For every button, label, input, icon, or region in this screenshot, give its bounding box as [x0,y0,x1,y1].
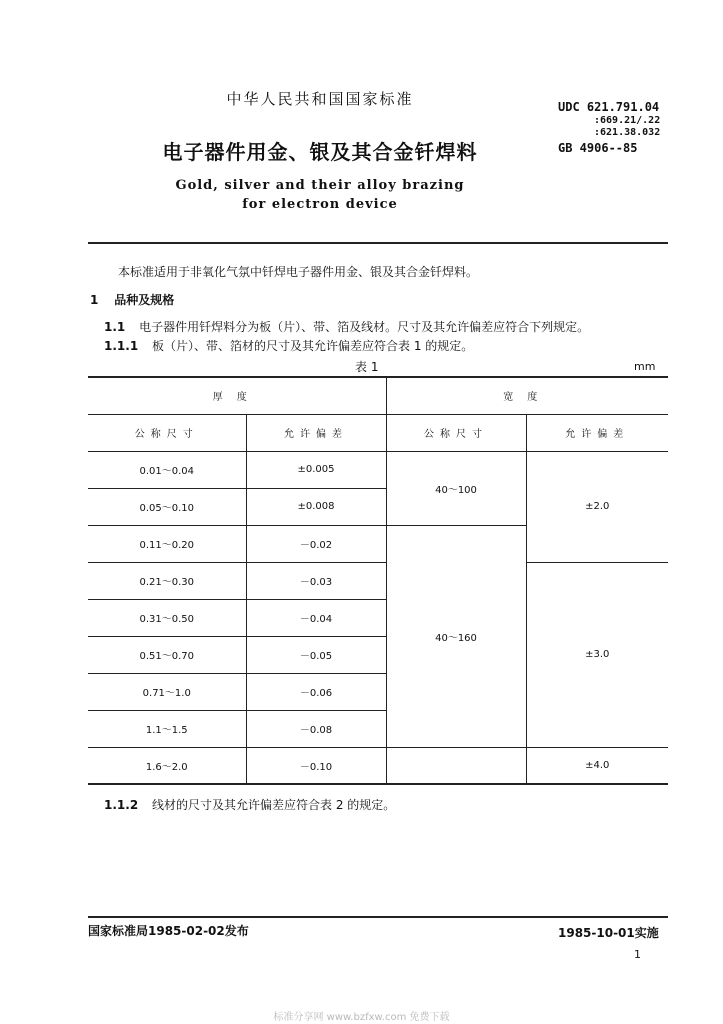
clause-1-1-1 [104,337,473,354]
gb-standard-code: GB 4906--85 [558,141,638,155]
clause-1-1-2 [104,796,395,813]
width-cell: 40～100 [386,451,526,525]
scope-paragraph: 本标准适用于非氧化气氛中钎焊电子器件用金、银及其合金钎焊料。 [118,265,479,279]
section-1-number: 1 [90,293,99,307]
thickness-tolerance-cell: －0.06 [246,673,386,710]
english-title-line1: Gold, silver and their alloy brazing [175,178,465,193]
subheader-width-tolerance: 允许偏差 [526,414,668,451]
thickness-tolerance-cell: ±0.008 [246,488,386,525]
clause-1-1-text: 电子器件用钎焊料分为板（片）、带、箔及线材。尺寸及其允许偏差应符合下列规定。 [139,320,590,334]
header-width: 宽度 [386,377,668,414]
thickness-cell: 0.11～0.20 [88,525,246,562]
thickness-cell: 1.6～2.0 [88,747,246,784]
table-row [88,747,668,784]
footer-divider [88,916,668,918]
width-cell: 40～160 [386,525,526,747]
issue-date: 国家标准局1985-02-02发布 [88,924,249,938]
header-thickness: 厚度 [88,377,386,414]
thickness-cell: 1.1～1.5 [88,710,246,747]
udc-code-line2: :669.21/.22 [594,115,661,126]
thickness-cell: 0.51～0.70 [88,636,246,673]
thickness-tolerance-cell: －0.10 [246,747,386,784]
width-tolerance-cell: ±3.0 [526,562,668,747]
english-title-line2: for electron device [242,197,398,212]
page-number: 1 [634,948,641,961]
thickness-tolerance-cell: －0.04 [246,599,386,636]
clause-1-1-number: 1.1 [104,320,126,334]
table-row [88,562,668,599]
subheader-width-nominal: 公称尺寸 [386,414,526,451]
thickness-tolerance-cell: －0.03 [246,562,386,599]
standard-category-title: 中华人民共和国国家标准 [226,90,414,108]
english-title [0,176,640,214]
header-divider [88,242,668,244]
clause-1-1-2-number: 1.1.2 [104,798,139,812]
section-1-heading [90,291,174,308]
clause-1-1-2-text: 线材的尺寸及其允许偏差应符合表 2 的规定。 [152,798,396,812]
thickness-cell: 0.31～0.50 [88,599,246,636]
thickness-tolerance-cell: －0.05 [246,636,386,673]
dimension-tolerance-table [88,376,668,785]
clause-1-1-1-number: 1.1.1 [104,339,139,353]
watermark-text: 标准分享网 www.bzfxw.com 免费下载 [273,1012,450,1023]
thickness-cell: 0.21～0.30 [88,562,246,599]
width-cell [386,747,526,784]
udc-code-line3: :621.38.032 [594,127,661,138]
thickness-tolerance-cell: ±0.005 [246,451,386,488]
width-tolerance-cell: ±4.0 [526,747,668,784]
thickness-cell: 0.71～1.0 [88,673,246,710]
table-row [88,451,668,488]
section-1-title: 品种及规格 [114,293,175,307]
thickness-cell: 0.01～0.04 [88,451,246,488]
udc-code-line1: UDC 621.791.04 [558,100,660,114]
thickness-tolerance-cell: －0.08 [246,710,386,747]
subheader-thickness-nominal: 公称尺寸 [88,414,246,451]
table-caption: 表 1 [355,360,379,374]
thickness-cell: 0.05～0.10 [88,488,246,525]
document-title: 电子器件用金、银及其合金钎焊料 [162,140,478,164]
table-unit: mm [634,360,656,373]
clause-1-1-1-text: 板（片）、带、箔材的尺寸及其允许偏差应符合表 1 的规定。 [152,339,474,353]
width-tolerance-cell: ±2.0 [526,451,668,562]
thickness-tolerance-cell: －0.02 [246,525,386,562]
implementation-date: 1985-10-01实施 [558,926,659,940]
clause-1-1 [104,318,589,335]
subheader-thickness-tolerance: 允许偏差 [246,414,386,451]
